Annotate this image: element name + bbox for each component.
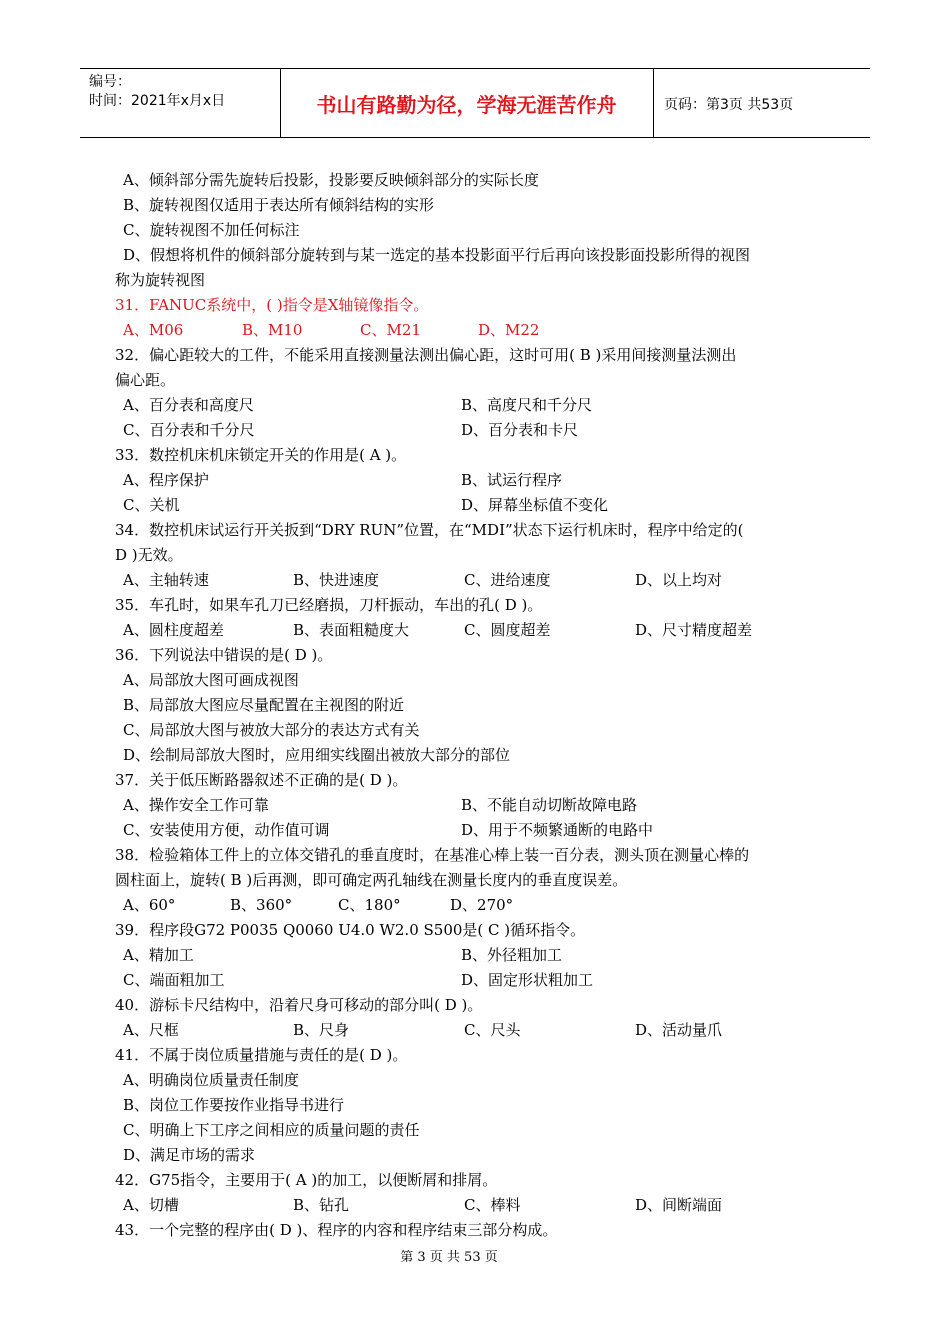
header-divider bbox=[653, 69, 654, 137]
answer-option: A、圆柱度超差 bbox=[123, 621, 224, 639]
page-header bbox=[80, 68, 870, 138]
text-line: B、旋转视图仅适用于表达所有倾斜结构的实形 bbox=[123, 196, 435, 214]
text-line: 33．数控机床机床锁定开关的作用是( A )。 bbox=[115, 446, 407, 464]
text-line: 42．G75指令，主要用于( A )的加工，以便断屑和排屑。 bbox=[115, 1171, 498, 1189]
option-row bbox=[115, 493, 840, 518]
answer-option: C、关机 bbox=[123, 496, 180, 514]
answer-option: A、尺框 bbox=[123, 1021, 179, 1039]
text-line: B、岗位工作要按作业指导书进行 bbox=[123, 1096, 345, 1114]
answer-option: C、进给速度 bbox=[464, 571, 551, 589]
option-row bbox=[115, 793, 840, 818]
text-line: 圆柱面上，旋转( B )后再测，即可确定两孔轴线在测量长度内的垂直度误差。 bbox=[115, 871, 628, 889]
answer-option: B、表面粗糙度大 bbox=[293, 621, 410, 639]
answer-option: A、操作安全工作可靠 bbox=[123, 796, 269, 814]
text-line: D )无效。 bbox=[115, 546, 183, 564]
option-row bbox=[115, 893, 840, 918]
option-row bbox=[115, 393, 840, 418]
answer-option: B、高度尺和千分尺 bbox=[461, 396, 593, 414]
text-line: 35．车孔时，如果车孔刀已经磨损，刀杆振动，车出的孔( D )。 bbox=[115, 596, 543, 614]
answer-option: D、270° bbox=[450, 896, 514, 914]
text-line: A、明确岗位质量责任制度 bbox=[123, 1071, 299, 1089]
text-line: 38．检验箱体工件上的立体交错孔的垂直度时，在基准心棒上装一百分表，测头顶在测量心棒的 bbox=[115, 846, 750, 864]
option-row bbox=[115, 618, 840, 643]
document-body bbox=[115, 168, 840, 1243]
text-line: D、绘制局部放大图时，应用细实线圈出被放大部分的部位 bbox=[123, 746, 511, 764]
answer-option: A、百分表和高度尺 bbox=[123, 396, 254, 414]
text-line: 40．游标卡尺结构中，沿着尺身可移动的部分叫( D )。 bbox=[115, 996, 483, 1014]
answer-option: C、百分表和千分尺 bbox=[123, 421, 255, 439]
answer-option: A、60° bbox=[123, 896, 176, 914]
text-line: D、假想将机件的倾斜部分旋转到与某一选定的基本投影面平行后再向该投影面投影所得的视图 bbox=[123, 246, 751, 264]
text-line: 31．FANUC系统中，( )指令是X轴镜像指令。 bbox=[115, 296, 429, 314]
answer-option: D、活动量爪 bbox=[635, 1021, 723, 1039]
answer-option: D、用于不频繁通断的电路中 bbox=[461, 821, 654, 839]
text-line: D、满足市场的需求 bbox=[123, 1146, 256, 1164]
text-line: A、倾斜部分需先旋转后投影，投影要反映倾斜部分的实际长度 bbox=[123, 171, 539, 189]
text-line: 43．一个完整的程序由( D )、程序的内容和程序结束三部分构成。 bbox=[115, 1221, 558, 1239]
answer-option: C、端面粗加工 bbox=[123, 971, 225, 989]
answer-option: B、尺身 bbox=[293, 1021, 350, 1039]
option-row bbox=[115, 418, 840, 443]
answer-option: C、180° bbox=[338, 896, 401, 914]
page-footer bbox=[0, 1246, 950, 1265]
answer-option: D、百分表和卡尺 bbox=[461, 421, 579, 439]
text-line: 36．下列说法中错误的是( D )。 bbox=[115, 646, 333, 664]
text-line: 偏心距。 bbox=[115, 371, 176, 389]
answer-option: D、M22 bbox=[478, 321, 540, 339]
page-info: 页码：第3页 共53页 bbox=[664, 97, 794, 113]
answer-option: B、快进速度 bbox=[293, 571, 380, 589]
answer-option: B、360° bbox=[230, 896, 293, 914]
header-motto: 书山有路勤为径，学海无涯苦作舟 bbox=[316, 92, 617, 117]
option-row bbox=[115, 318, 840, 343]
answer-option: C、棒料 bbox=[464, 1196, 521, 1214]
option-row bbox=[115, 1018, 840, 1043]
option-row bbox=[115, 968, 840, 993]
date-label: 时间：2021年x月x日 bbox=[89, 93, 226, 109]
text-line: 37．关于低压断路器叙述不正确的是( D )。 bbox=[115, 771, 408, 789]
answer-option: C、圆度超差 bbox=[464, 621, 551, 639]
text-line: C、旋转视图不加任何标注 bbox=[123, 221, 300, 239]
answer-option: D、以上均对 bbox=[635, 571, 723, 589]
text-line: 41．不属于岗位质量措施与责任的是( D )。 bbox=[115, 1046, 408, 1064]
option-row bbox=[115, 1193, 840, 1218]
answer-option: C、安装使用方便，动作值可调 bbox=[123, 821, 330, 839]
answer-option: A、精加工 bbox=[123, 946, 194, 964]
text-line: 39．程序段G72 P0035 Q0060 U4.0 W2.0 S500是( C )循环指令。 bbox=[115, 921, 586, 939]
header-left bbox=[89, 73, 225, 111]
answer-option: D、间断端面 bbox=[635, 1196, 723, 1214]
text-line: 34．数控机床试运行开关扳到“DRY RUN”位置，在“MDI”状态下运行机床时，程序中给定的( bbox=[115, 521, 744, 539]
answer-option: B、试运行程序 bbox=[461, 471, 563, 489]
answer-option: C、尺头 bbox=[464, 1021, 521, 1039]
answer-option: B、不能自动切断故障电路 bbox=[461, 796, 638, 814]
text-line: C、局部放大图与被放大部分的表达方式有关 bbox=[123, 721, 420, 739]
answer-option: A、主轴转速 bbox=[123, 571, 209, 589]
answer-option: A、切槽 bbox=[123, 1196, 179, 1214]
text-line: A、局部放大图可画成视图 bbox=[123, 671, 299, 689]
answer-option: D、固定形状粗加工 bbox=[461, 971, 594, 989]
answer-option: B、M10 bbox=[242, 321, 303, 339]
text-line: C、明确上下工序之间相应的质量问题的责任 bbox=[123, 1121, 420, 1139]
answer-option: D、尺寸精度超差 bbox=[635, 621, 753, 639]
answer-option: D、屏幕坐标值不变化 bbox=[461, 496, 609, 514]
option-row bbox=[115, 943, 840, 968]
answer-option: A、程序保护 bbox=[123, 471, 209, 489]
option-row bbox=[115, 568, 840, 593]
option-row bbox=[115, 818, 840, 843]
number-label: 编号： bbox=[89, 74, 131, 90]
answer-option: C、M21 bbox=[360, 321, 421, 339]
text-line: 称为旋转视图 bbox=[115, 271, 206, 289]
answer-option: A、M06 bbox=[123, 321, 184, 339]
answer-option: B、钻孔 bbox=[293, 1196, 350, 1214]
text-line: 32．偏心距较大的工件，不能采用直接测量法测出偏心距，这时可用( B )采用间接测量法测出 bbox=[115, 346, 737, 364]
text-line: B、局部放大图应尽量配置在主视图的附近 bbox=[123, 696, 405, 714]
answer-option: B、外径粗加工 bbox=[461, 946, 563, 964]
option-row bbox=[115, 468, 840, 493]
footer-page-number: 第 3 页 共 53 页 bbox=[400, 1250, 498, 1265]
